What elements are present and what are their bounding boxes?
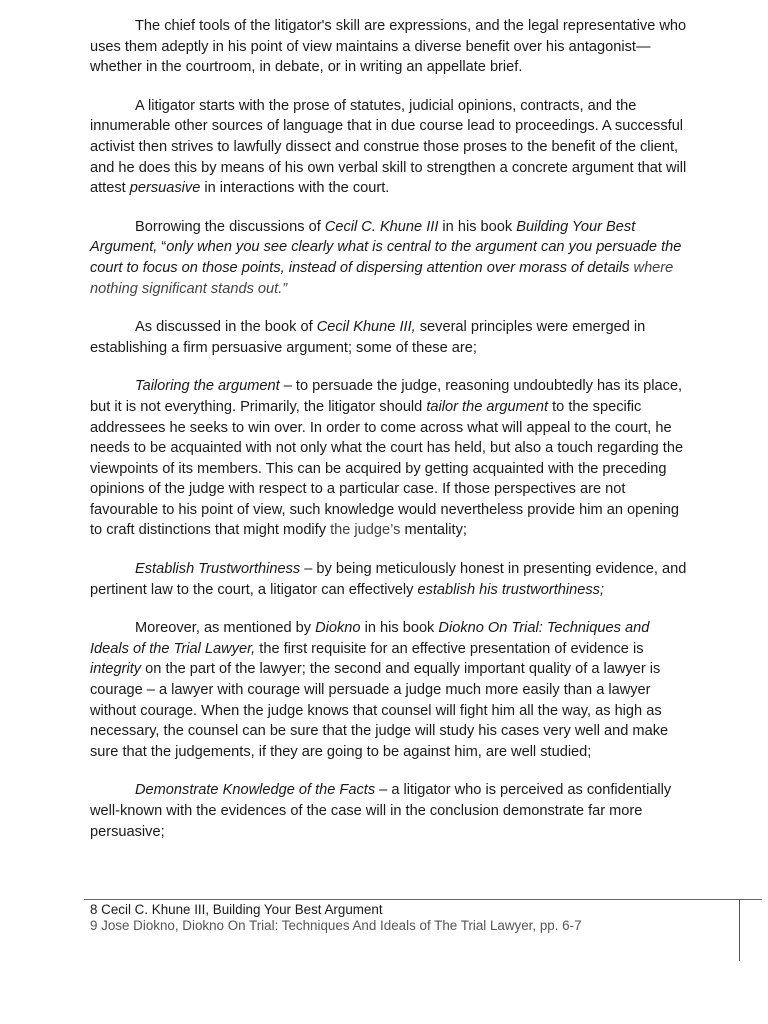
text-run: integrity xyxy=(90,661,142,678)
text-run: only when you see clearly what is central to the argument can you persuade the court to focus on those points, instead of dispersing attention over morass of details xyxy=(90,239,682,276)
text-run: tailor the argument xyxy=(426,398,549,415)
text-run: The chief tools of the litigator's skill are expressions, and the legal representative who uses them adeptly in his point of view maintains a diverse benefit over his antagonist—whether in the courtroom, in debate, or in writing an appellate brief. xyxy=(90,18,687,76)
paragraph-5 xyxy=(90,376,690,541)
footnote-separator xyxy=(84,899,762,900)
text-run: Diokno On Trial: Techniques and Ideals of the Trial Lawyer, xyxy=(90,620,650,657)
text-run: establish his trustworthiness; xyxy=(417,581,605,598)
text-run: in his book xyxy=(360,620,439,637)
text-run: persuasive xyxy=(129,180,201,197)
text-run: Demonstrate Knowledge of the Facts xyxy=(135,782,376,799)
text-run: where nothing significant stands out.” xyxy=(90,259,674,297)
text-run: – by being meticulously honest in presenting evidence, and pertinent law to the court, a litigator can effectively xyxy=(90,561,687,598)
text-run: the first requisite for an effective presentation of evidence is xyxy=(255,640,644,657)
text-run: Cecil Khune III, xyxy=(316,319,416,336)
text-run: Building Your Best Argument, xyxy=(90,218,636,256)
text-run: to the specific addressees he seeks to win over. In order to come across what will appeal to the court, he needs to be acquainted with not only what the court has held, but also a touch regarding the viewpoints of its members. This can be acquired by getting acquainted with the preceding opinions of the judge with respect to a particular case. If those perspectives are not favourable to his point of view, such knowledge would nevertheless provide him an opening to craft distinctions that might modify xyxy=(90,398,684,539)
text-run: on the part of the lawyer; the second and equally important quality of a lawyer is courage – a lawyer with courage will persuade a judge much more easily than a lawyer without courage. When the judge knows that counsel will fight him all the way, as high as necessary, the counsel can be sure that the judge will study his cases very well and make sure that the judgements, if they are going to be against him, are well studied; xyxy=(90,661,669,760)
text-run: Diokno xyxy=(315,620,361,637)
paragraph-2 xyxy=(90,96,690,199)
paragraph-3 xyxy=(90,217,690,299)
text-run: A litigator starts with the prose of statutes, judicial opinions, contracts, and the innumerable other sources of language that in due course lead to proceedings. A successful activist then strives to lawfully dissect and construe those proses to the benefit of the client, and he does this by means of his own verbal skill to strengthen a concrete argument that will attest xyxy=(90,97,687,197)
text-run: – to persuade the judge, reasoning undoubtedly has its place, but it is not everything. Primarily, the litigator should xyxy=(90,378,683,415)
text-run: As discussed in the book of xyxy=(135,319,317,336)
text-run: mentality; xyxy=(400,522,467,539)
text-run: in his book xyxy=(438,218,517,235)
paragraph-7 xyxy=(90,618,690,762)
text-run: the judge’s xyxy=(330,522,401,539)
text-run: Establish Trustworthiness xyxy=(135,561,301,578)
text-run: – a litigator who is perceived as confidentially well-known with the evidences of the case will in the conclusion demonstrate far more persuasive; xyxy=(90,782,672,840)
paragraph-8 xyxy=(90,780,690,842)
text-run: Moreover, as mentioned by xyxy=(135,620,316,637)
footnotes xyxy=(90,902,750,934)
document-body xyxy=(90,16,690,860)
text-run: Cecil C. Khune III xyxy=(324,218,439,235)
text-run: Borrowing the discussions of xyxy=(135,218,325,235)
text-run: “ xyxy=(157,239,167,256)
footnote-9: 9 Jose Diokno, Diokno On Trial: Techniques And Ideals of The Trial Lawyer, pp. 6-7 xyxy=(90,918,582,933)
footnote-8: 8 Cecil C. Khune III, Building Your Best Argument xyxy=(90,902,383,917)
text-run: Tailoring the argument xyxy=(135,378,280,395)
paragraph-6 xyxy=(90,559,690,600)
text-run: several principles were emerged in establishing a firm persuasive argument; some of these are; xyxy=(90,319,646,356)
paragraph-4 xyxy=(90,317,690,358)
text-run: in interactions with the court. xyxy=(200,180,390,197)
paragraph-1 xyxy=(90,16,690,78)
